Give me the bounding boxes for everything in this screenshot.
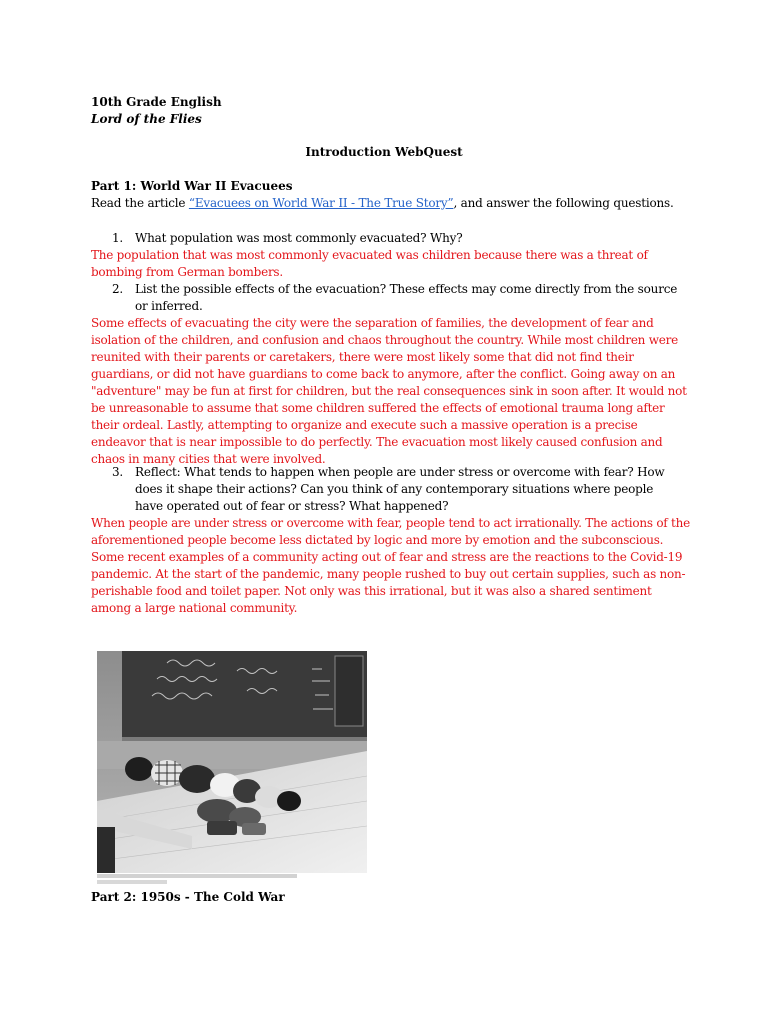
page-title: Introduction WebQuest — [305, 145, 463, 159]
part1-heading: Part 1: World War II Evacuees — [91, 179, 293, 193]
question-number: 3. — [112, 465, 124, 479]
photo-caption — [97, 874, 367, 884]
caption-line — [97, 874, 297, 878]
book-title: Lord of the Flies — [91, 112, 202, 126]
question-3 — [112, 464, 682, 515]
intro-text-before: Read the article — [91, 196, 189, 210]
part2-heading: Part 2: 1950s - The Cold War — [91, 890, 285, 904]
question-1 — [112, 230, 682, 247]
question-text: List the possible effects of the evacuation? These effects may come directly from the source or inferred. — [135, 282, 678, 313]
course-name: 10th Grade English — [91, 95, 222, 109]
classroom-photo — [97, 651, 367, 873]
answer-3: When people are under stress or overcome with fear, people tend to act irrationally. The actions of the aforementioned people become less dictated by logic and more by emotion and the subconscious. Some recent examples of a community acting out of fear and stress are the reactions to the Covid-19 pandemic. At the start of the pandemic, many people rushed to buy out certain supplies, such as non-perishable food and toilet paper. Not only was this irrational, but it was also a shared sentiment among a large national community. — [91, 516, 690, 615]
answer-1: The population that was most commonly evacuated was children because there was a threat of bombing from German bombers. — [91, 248, 648, 279]
question-text: What population was most commonly evacuated? Why? — [135, 231, 463, 245]
article-link[interactable]: “Evacuees on World War II - The True Story” — [188, 196, 454, 210]
photo-icon — [97, 651, 367, 873]
question-number: 2. — [112, 282, 124, 296]
caption-credit — [97, 880, 167, 884]
answer-2: Some effects of evacuating the city were the separation of families, the development of fear and isolation of the children, and confusion and chaos throughout the country. While most children were reunited with their parents or caretakers, there were most likely some that did not find their guardians, or did not have guardians to come back to anymore, after the conflict. Going away on an "adventure" may be fun at first for children, but the real consequences sink in soon after. It would not be unreasonable to assume that some children suffered the effects of emotional trauma long after their ordeal. Lastly, attempting to organize and execute such a massive operation is a precise endeavor that is near impossible to do perfectly. The evacuation most likely caused confusion and chaos in many cities that were involved. — [91, 316, 687, 466]
part1-intro — [91, 196, 674, 210]
question-number: 1. — [112, 231, 124, 245]
intro-text-after: , and answer the following questions. — [453, 196, 674, 210]
question-text: Reflect: What tends to happen when people are under stress or overcome with fear? How does it shape their actions? Can you think of any contemporary situations where people have operated out of fear or stress? What happened? — [135, 465, 665, 513]
document-header — [91, 94, 222, 128]
question-2 — [112, 281, 682, 315]
